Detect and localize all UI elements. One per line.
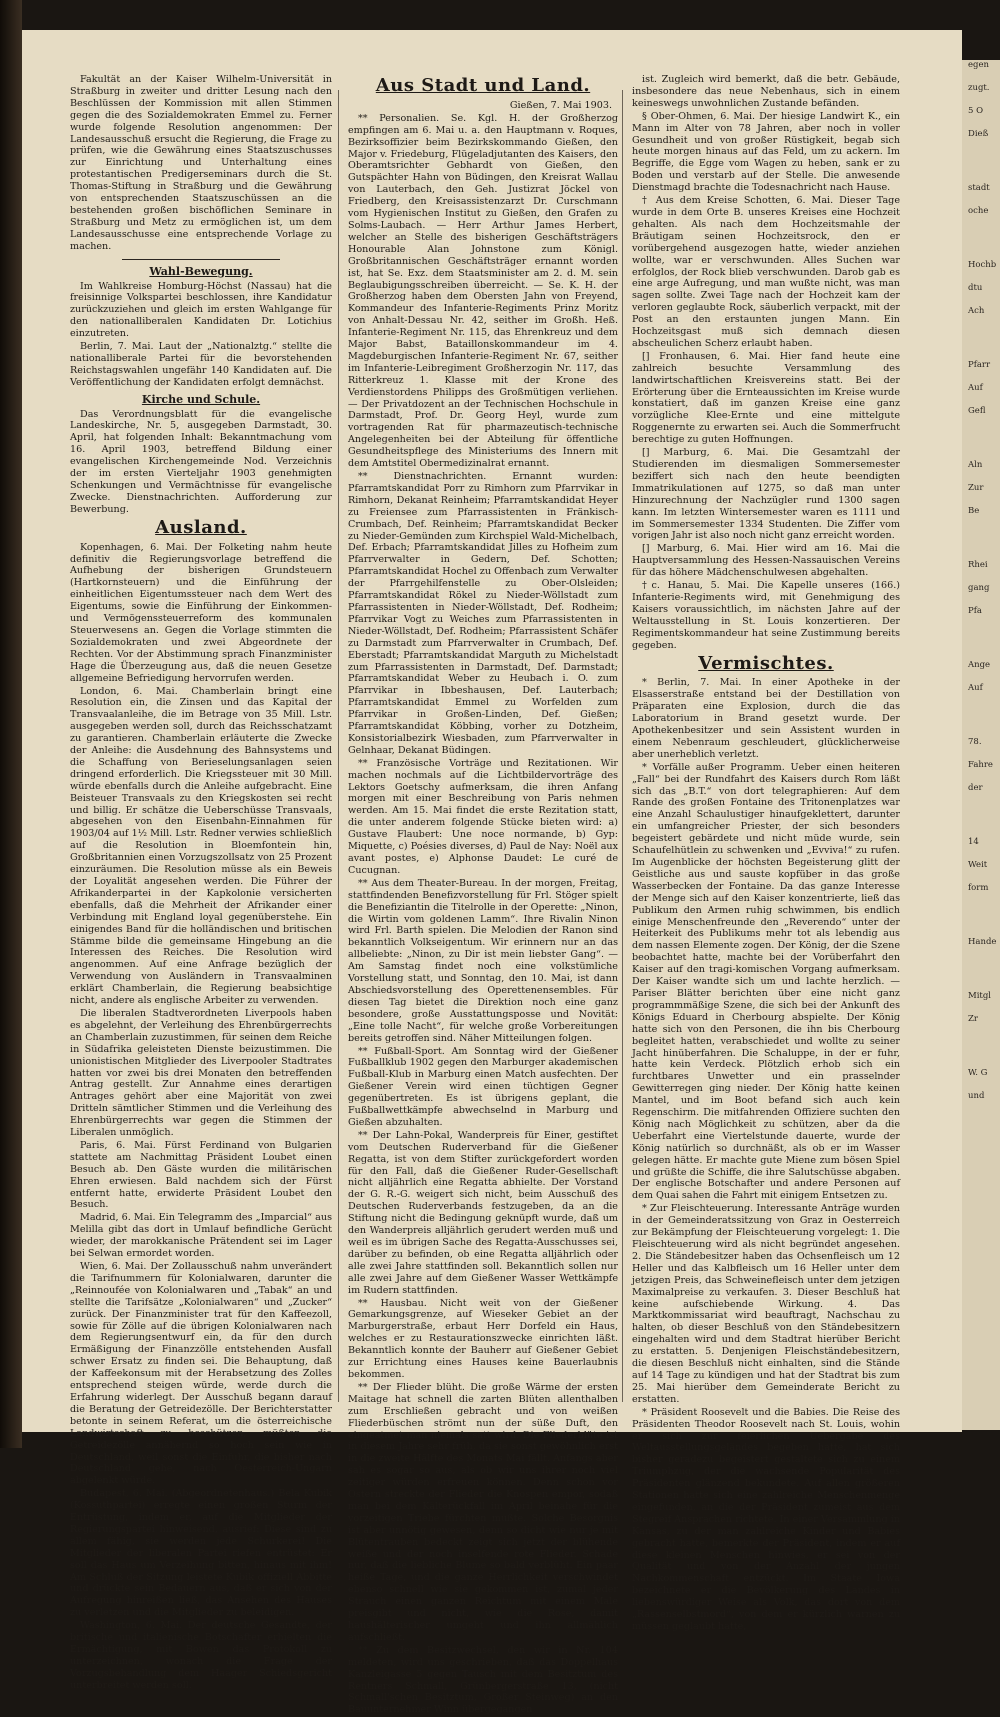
- article-paragraph: ** Zu dem Besitzwechsel, den wir in Nr. 104 meldeten, wird uns geschrieben, daß das Doppelhaus Kanzleigasse 5 gegen Tausch mit dem Besitztum des Rentners Schmall, Grünbergerstraße 13, (nicht Schmall'schen Besitztum, Großer Steinweg) an den Bauunternehmer Winn übergegangen: [348, 1644, 618, 1716]
- column-1: [70, 74, 332, 1693]
- edge-text-fragment: egen: [968, 60, 989, 70]
- article-paragraph: ** Personalien. Se. Kgl. H. der Großherzog empfingen am 6. Mai u. a. den Hauptmann v. Roques, Bezirksoffizier beim Bezirkskommando Gießen, den Major v. Friedeburg, Flügeladjutanten des Kaisers, den Oberamtsrichter Gebhardt von Gießen, den Gutspächter Hahn von Büdingen, den Kreisrat Wallau von Lauterbach, den Geh. Justizrat Jöckel von Friedberg, den Kreisassistenzarzt Dr. Curschmann vom Hygienischen Institut zu Gießen, den Grafen zu Solms-Laubach. — Herr Arthur James Herbert, welcher an Stelle des bisherigen Geschäftsträgers Honourable Alan Johnstone zum Königl. Großbritannischen Geschäftsträger ernannt worden ist, hat Se. Exz. dem Staatsminister am 2. d. M. sein Beglaubigungsschreiben überreicht. — Se. K. H. der Großherzog haben dem Obersten Jahn von Freyend, Kommandeur des Infanterie-Regiments Prinz Moritz von Anhalt-Dessau Nr. 42, seither im Großh. Heß. Infanterie-Regiment Nr. 115, das Ehrenkreuz und dem Major Babst, Bataillonskommandeur im 4. Magdeburgischen Infanterie-Regiment Nr. 67, seither im Infanterie-Leibregiment Großherzogin Nr. 117, das Ritterkreuz 1. Klasse mit der Krone des Verdienstordens Philipps des Großmütigen verliehen. — Der Privatdozent an der Technischen Hochschule in Darmstadt, Prof. Dr. Georg Heyl, wurde zum vortragenden Rat für pharmazeutisch-technische Angelegenheiten bei der Abteilung für öffentliche Gesundheitspflege des Ministeriums des Innern mit dem Amtstitel Obermedizinalrat ernannt.: [348, 112, 618, 470]
- edge-text-fragment: Pfa: [968, 606, 982, 616]
- dateline: Gießen, 7. Mai 1903.: [509, 99, 612, 111]
- edge-text-fragment: Rhei: [968, 560, 988, 570]
- article-paragraph: Berlin, 7. Mai. Laut der „Nationalztg.“ stellte die nationalliberale Partei für die bevorstehenden Reichstagswahlen ungefähr 140 Kandidaten auf. Die Veröffentlichung der Kandidaten erfolgt demnächst.: [70, 341, 332, 388]
- article-paragraph: Paris, 6. Mai. Fürst Ferdinand von Bulgarien stattete am Nachmittag Präsident Loubet einen Besuch ab. Den Gäste wurden die militärischen Ehren erwiesen. Bald nachdem sich der Fürst entfernt hatte, erwiderte Präsident Loubet den Besuch.: [70, 1139, 332, 1211]
- article-paragraph: ** Hausbau. Nicht weit von der Gießener Gemarkungsgrenze, auf Wieseker Gebiet an der Marburgerstraße, erbaut Herr Dorfeld ein Haus, welches er zu Restaurationszwecke einrichten läßt. Bekanntlich konnte der Bauherr auf Gießener Gebiet zur Errichtung eines Hauses keine Bauerlaubnis bekommen.: [348, 1297, 618, 1380]
- section-heading: Wahl-Bewegung.: [149, 264, 253, 278]
- edge-text-fragment: Auf: [968, 383, 983, 393]
- edge-text-fragment: [962, 706, 1000, 717]
- edge-text-fragment: und: [968, 1091, 985, 1101]
- article-paragraph: Im Wahlkreise Homburg-Höchst (Nassau) hat die freisinnige Volkspartei beschlossen, ihre Kandidatur zurückzuziehen und gleich im ersten Wahlgange für den nationalliberalen Kandidaten Dr. Lotichius einzutreten.: [70, 280, 332, 340]
- edge-text-fragment: 5 O: [968, 106, 984, 116]
- article-paragraph: Wien, 6. Mai. Der Zollausschuß nahm unverändert die Tarifnummern für Kolonialwaren, darunter die „Reinnoufée von Kolonialwaren und „Tabak“ an und stellte die Tarifsätze „Kolonialwaren“ und „Zucker“ zurück. Der Finanzminister trat für den Kaffeezoll, sowie für Zölle auf die übrigen Kolonialwaren nach dem Regierungsentwurf ein, da für den durch Ermäßigung der Finanzzölle entstehenden Ausfall schwer Ersatz zu finden sei. Die Behauptung, daß der Kaffeekonsum mit der Herabsetzung des Zolles entsprechend steigen würde, werde durch die Erfahrung widerlegt. Der Ausschuß begann darauf die Beratung der Getreidezölle. Der Berichterstatter betonte in seinem Referat, um die österreichische Landwirtschaft zu beschützen, müßten die Getreidezölle annähernd so hoch sein wie in Deutschland, weil sonst die Einfuhr, die bisher nach Deutschland gehe, nach Oesterreich-Ungarn abgelenkt würde.: [70, 1261, 332, 1487]
- section-heading: Kirche und Schule.: [141, 392, 261, 406]
- column-3: [632, 74, 900, 1634]
- article-paragraph: [] Marburg, 6. Mai. Hier wird am 16. Mai die Hauptversammlung des Hessen-Nassauischen Vereins für das höhere Mädchenschulwesen abgehalten.: [632, 543, 900, 579]
- article-paragraph: † Aus dem Kreise Schotten, 6. Mai. Dieser Tage wurde in dem Orte B. unseres Kreises eine Hochzeit gehalten. Als nach dem Hochzeitsmahle der Bräutigam seinen Hochzeitsrock, den er vorübergehend ausgezogen hatte, wieder anziehen wollte, war er verschwunden. Alles Suchen war erfolglos, der Rock blieb verschwunden. Darob gab es eine arge Aufregung, und man wußte nicht, was man sagen sollte. Zwei Tage nach der Hochzeit kam der verloren geglaubte Rock, säuberlich verpackt, mit der Post an den erstaunten jungen Mann. Ein Hochzeitsgast muß sich demnach diesen abscheulichen Scherz erlaubt haben.: [632, 195, 900, 349]
- article-paragraph: Das Verordnungsblatt für die evangelische Landeskirche, Nr. 5, ausgegeben Darmstadt, 30. April, hat folgenden Inhalt: Bekanntmachung vom 16. April 1903, betreffend Bildung einer evangelischen Kirchengemeinde Nod. Verzeichnis der im ersten Vierteljahr 1903 genehmigten Schenkungen und Vermächtnisse für evangelische Zwecke. Dienstnachrichten. Aufforderung zur Bewerbung.: [70, 408, 332, 515]
- edge-text-fragment: der: [968, 783, 983, 793]
- edge-text-fragment: Ach: [968, 306, 985, 316]
- edge-text-fragment: [962, 229, 1000, 240]
- article-paragraph: ist. Zugleich wird bemerkt, daß die betr. Gebäude, insbesondere das neue Nebenhaus, sich in einem keineswegs unwohnlichen Zustande befänden.: [632, 74, 900, 109]
- column-rule: [338, 90, 339, 1402]
- column-rule: [622, 90, 623, 1402]
- edge-text-fragment: Gefl: [968, 406, 986, 416]
- edge-text-fragment: W. G: [968, 1068, 988, 1078]
- edge-text-fragment: Mitgl: [968, 991, 991, 1001]
- adjacent-page-edge: [962, 60, 1000, 1430]
- edge-text-fragment: 14: [968, 837, 979, 847]
- article-paragraph: ** Französische Vorträge und Rezitationen. Wir machen nochmals auf die Lichtbildervorträge des Lektors Goetschy aufmerksam, die ihren Anfang morgen mit einer Beschreibung von Paris nehmen werden. Am 15. Mai findet die erste Rezitation statt, die unter anderem folgende Stücke bieten wird: a) Gustave Flaubert: Une noce normande, b) Gyp: Miquette, c) Poésies diverses, d) Paul de Nay: Noël aux avant postes, e) Alphonse Daudet: Le curé de Cucugnan.: [348, 757, 618, 876]
- edge-text-fragment: Be: [968, 506, 980, 516]
- edge-text-fragment: [962, 629, 1000, 640]
- article-paragraph: * Berlin, 7. Mai. In einer Apotheke in der Elsasserstraße entstand bei der Destillation von Präparaten eine Explosion, durch die das Laboratorium in Brand gesetzt wurde. Der Apothekenbesitzer und sein Assistent wurden in einem Nebenraum geschleudert, glücklicherweise aber unerheblich verletzt.: [632, 677, 900, 760]
- edge-text-fragment: [962, 329, 1000, 340]
- article-paragraph: ** Dienstnachrichten. Ernannt wurden: Pfarramtskandidat Porr zu Rimhorn zum Pfarrvikar in Rimhorn, Dekanat Reinheim; Pfarramtskandidat Heyer zu Freiensee zum Pfarrassistenten in Fränkisch-Crumbach, Def. Reinheim; Pfarramtskandidat Becker zu Nieder-Gemünden zum Kirchspiel Wald-Michelbach, Def. Erbach; Pfarramtskandidat Jilles zu Hofheim zum Pfarrverwalter in Gedern, Def. Schotten; Pfarramtskandidat Hochel zu Offenbach zum Verwalter der Pfarrgehilfenstelle zu Ober-Olsleiden; Pfarramtskandidat Rökel zu Nieder-Wöllstadt zum Pfarrassistenten in Nieder-Wöllstadt, Def. Rodheim; Pfarrvikar Vogt zu Weiches zum Pfarrassistenten in Nieder-Wöllstadt, Def. Rodheim; Pfarrassistent Schäfer zu Darmstadt zum Pfarrverwalter in Crumbach, Def. Eberstadt; Pfarramtskandidat Marguth zu Michelstadt zum Pfarrassistenten in Darmstadt, Def. Darmstadt; Pfarramtskandidat Weber zu Heubach i. O. zum Pfarrvikar in Ibbeshausen, Def. Lauterbach; Pfarramtskandidat Emmel zu Worfelden zum Pfarrvikar in Großen-Linden, Def. Gießen; Pfarramtskandidat Köbbing, vorher zu Dotzheim, Konsistorialbezirk Wiesbaden, zum Pfarrverwalter in Gelnhaar, Dekanat Büdingen.: [348, 471, 618, 756]
- article-paragraph: § Ober-Ohmen, 6. Mai. Der hiesige Landwirt K., ein Mann im Alter von 78 Jahren, aber noch in voller Gesundheit und von großer Rüstigkeit, begab sich heute morgen hinaus auf das Feld, um zu ackern. Im Begriffe, die Egge vom Wagen zu heben, sank er zu Boden und verstarb auf der Stelle. Die anwesende Dienstmagd brachte die Todesnachricht nach Hause.: [632, 110, 900, 194]
- edge-text-fragment: stadt: [968, 183, 990, 193]
- article-paragraph: Die liberalen Stadtverordneten Liverpools haben es abgelehnt, der Verleihung des Ehrenbürgerrechts an Chamberlain zuzustimmen, für seinen dem Reiche in Südafrika geleisteten Dienste beizustimmen. Die unionistischen Mitglieder des Liverpooler Stadtrates hatten vor zwei bis drei Monaten den betreffenden Antrag gestellt. Zur Annahme eines derartigen Antrages gehört aber eine Majorität von zwei Dritteln sämtlicher Stimmen und die Verleihung des Ehrenbürgerrechts war gegen die Stimmen der Liberalen unmöglich.: [70, 1007, 332, 1139]
- article-paragraph: Kopenhagen, 6. Mai. Der Folketing nahm heute definitiv die Regierungsvorlage betreffend die Aufhebung der bisherigen Grundsteuern (Hartkornsteuern) und die Einführung der einheitlichen Eigentumssteuer nach dem Wert des Eigentums, sowie die Einführung der Einkommen- und Vermögenssteuerreform des kommunalen Steuerwesens an. Gegen die Vorlage stimmten die Sozialdemokraten und zwei Abgeordnete der Rechten. Vor der Abstimmung sprach Finanzminister Hage die Überzeugung aus, daß die neuen Gesetze allgemeine Befriedigung hervorrufen werden.: [70, 541, 332, 684]
- column-2: [348, 74, 618, 1717]
- edge-text-fragment: [962, 429, 1000, 440]
- edge-text-fragment: Fahre: [968, 760, 993, 770]
- edge-text-fragment: Weit: [968, 860, 988, 870]
- edge-text-fragment: 78.: [968, 737, 982, 747]
- edge-text-fragment: form: [968, 883, 989, 893]
- article-paragraph: Washington, 6. Mai. Der deutsche Gesandte, der britische und italienische Botschafter erhielten die Ermächtigung, mit Bowen das Protokoll zu unterzeichnen, wonach die Frage der Vorzugsbehandlung dem Haager Schiedsgericht unterbreitet werden soll.: [70, 1620, 332, 1691]
- book-binding: [0, 0, 22, 1448]
- article-paragraph: * Präsident Roosevelt und die Babies. Die Reise des Präsidenten Theodor Roosevelt nach St. Louis, wohin er sich zur feierlichen Uebergabe des Weltausstellungsgeländes begeben hatte, hat sich bisher geradezu begeistert gestaltete sich zu einem Triumphzug, der die wachsende Popularität des Präsidenten glänzend bekundete. Auf allen größeren Stationen hatte sich eine zahlreiche Menschenmenge eingefunden, an die der Präsident zumeist aus dem Stegreif Ansprachen richtete. In einer Versammlung in Kansas, zu der man zahlreiche Kinder und Babies gebracht hatte, bemerkte der Präsident, indem er auf diese kleinen Menschen hinwies, er sei von der Qualität und von der Anzahl der jungen Nachkommenschaft entzückt. Im Staate Iowa bezeichnete er die Bevölkerung des Landes in liebenswürdiger Weise als Volk, das dort von dem „Rassenselbstmord“, von dem er kürzlich warnen zu müssen geglaubt hatte,: [632, 1406, 900, 1632]
- newspaper-page: [22, 30, 962, 1716]
- edge-text-fragment: Hande: [968, 937, 997, 947]
- article-paragraph: [] Marburg, 6. Mai. Die Gesamtzahl der Studierenden im diesmaligen Sommersemester beziffert sich nach den heute beendigten Immatrikulationen auf 1275, so daß man unter Hinzurechnung der Nachzügler rund 1300 sagen kann. Im letzten Wintersemester waren es 1111 und im Sommersemester 1334 Studenten. Die Ziffer vom vorigen Jahr ist also noch nicht ganz erreicht worden.: [632, 447, 900, 542]
- edge-text-fragment: Zr: [968, 1014, 978, 1024]
- edge-text-fragment: [962, 1037, 1000, 1048]
- article-paragraph: ** Der Flieder blüht. Die große Wärme der ersten Maitage hat schnell die zarten Blüten allenthalben zum Erschließen gebracht und von weißen Fliederbüschen strömt nun der süße Duft, den eingeatmet man niemals satt wird. Die Fliederblüte ist in diesem Jahre sehr früh, da sie sonst gewöhnlich erst in die zweite Hälfte des Monats Mai fällt. Anfangs aber sah es sogar so aus, als ob wir uns ihrer noch viel zeitiger würden erfreuen können. Denn schon vor Ostern streckte der Flieder die Knospen empor, sodaß man bei dem Kälterückfall im April beinahe für die vorzeitigen Triebe fürchten mußte. Solche Besorgnis ist aber unnötig gewesen, denn so dicht wie nur je mit Blütentrauben bedeckt zeigt sich jetzt der blühende weiße und der noch inselfende rote Flieder. Schade nur, daß die liebliche Blume so bald verblüht. Ein paar heiße Tage, und die ganze Herrlichkeit verschwindet ebenso schnell wie sie gekommen ist, zumal jeder Strauch einen ganzen Reichtum mit einem Male preisgibt und nicht, wie die Rose, damit haushälterischer umgeht und ihn allmählich aufschließt.: [348, 1381, 618, 1643]
- edge-text-fragment: Ange: [968, 660, 991, 670]
- article-paragraph: London, 6. Mai. Chamberlain bringt eine Resolution ein, die Zinsen und das Kapital der Transvaalanleihe, die im Betrage von 35 Mill. Lstr. ausgegeben werden soll, durch das Reichsschatzamt zu garantieren. Chamberlain erläuterte die Zwecke der Anleihe: die Ausdehnung des Bahnsystems und die Schaffung von Berieselungsanlagen seien dringend erforderlich. Die Kriegssteuer mit 30 Mill. würde ebenfalls durch die Anleihe aufgebracht. Eine Beisteuer Transvaals zu den Kriegskosten sei recht und billig. Er schätze die Ueberschüsse Transvaals, abgesehen von den Eisenbahn-Einnahmen für 1903/04 auf 1½ Mill. Lstr. Redner verwies schließlich auf die Resolution in Bloemfontein hin, Großbritannien einen Vorzugszollsatz von 25 Prozent einzuräumen. Die Resolution müsse als ein Beweis der Loyalität angesehen werden. Die Führer der Afrikanderpartei in der Kapkolonie versicherten ebenfalls, daß die Mehrheit der Afrikander einer Verbindung mit England loyal gegenüberstehe. Ein einigendes Band für die holländischen und britischen Stämme bilde die gemeinsame Hingebung an die Interessen des Reiches. Die Resolution wird angenommen. Auf eine Anfrage bezüglich der Verwendung von Ausländern in Transvaalminen erklärt Chamberlain, die Regierung beabsichtige nicht, andere als englische Arbeiter zu verwenden.: [70, 685, 332, 1007]
- article-paragraph: * Zur Fleischteuerung. Interessante Anträge wurden in der Gemeinderatssitzung von Graz in Oesterreich zur Bekämpfung der Fleischteuerung vorgelegt: 1. Die Fleischteuerung wird als nicht begründet angesehen. 2. Die Ständebesitzer haben das Ochsenfleisch um 12 Heller und das Kalbfleisch um 16 Heller unter dem jetzigen Preis, das Schweinefleisch unter dem jetzigen Maximalpreise zu verkaufen. 3. Dieser Beschluß hat keine aufschiebende Wirkung. 4. Das Marktkommissariat wird beauftragt, Nachschau zu halten, ob dieser Beschluß von den Ständebesitzern eingehalten wird und dem Stadtrat hierüber Bericht zu erstatten. 5. Denjenigen Fleischständebesitzern, die diesen Beschluß nicht einhalten, sind die Stände auf 14 Tage zu kündigen und hat der Stadtrat bis zum 25. Mai hierüber dem Gemeinderate Bericht zu erstatten.: [632, 1203, 900, 1405]
- edge-text-fragment: [962, 960, 1000, 971]
- article-paragraph: †c. Hanau, 5. Mai. Die Kapelle unseres (166.) Infanterie-Regiments wird, mit Genehmigung des Kaisers voraussichtlich, im nächsten Jahre auf der Weltausstellung in St. Louis konzertieren. Der Regimentskommandeur hat seine Zustimmung bereits gegeben.: [632, 580, 900, 651]
- article-paragraph: ** Der Lahn-Pokal, Wanderpreis für Einer, gestiftet vom Deutschen Ruderverband für die Gießener Regatta, ist von dem Stifter zurückgefordert worden für den Fall, daß die Gießener Ruder-Gesellschaft nicht alljährlich eine Regatta abhielte. Der Vorstand der G. R.-G. weigert sich nicht, beim Ausschuß des Deutschen Ruderverbands festzugeben, da an die Stiftung nicht die Bedingung geknüpft wurde, daß um den Wanderpreis alljährlich gerudert werden muß und weil es im übrigen Sache des Regatta-Ausschusses sei, darüber zu befinden, ob eine Regatta alljährlich oder alle zwei Jahre stattfinden soll. Bekanntlich sollen nur alle zwei Jahre auf dem Gießener Wasser Wettkämpfe im Rudern stattfinden.: [348, 1129, 618, 1296]
- edge-text-fragment: Hochb: [968, 260, 997, 270]
- edge-text-fragment: [962, 906, 1000, 917]
- edge-text-fragment: Dieß: [968, 129, 989, 139]
- article-paragraph: ** Aus dem Theater-Bureau. In der morgen, Freitag, stattfindenden Benefizvorstellung für Frl. Stöger spielt die Benefiziantin die Titelrolle in der Operette: „Ninon, die Wirtin vom goldenen Lamm“. Ihre Rivalin Ninon wird Frl. Barth spielen. Die Melodien der Ranon sind bekanntlich Volkseigentum. Wir erinnern nur an das allbeliebte: „Ninon, zu Dir ist mein liebster Gang“. — Am Samstag findet noch eine volkstümliche Vorstellung statt, und Sonntag, den 10. Mai, ist dann Abschiedsvorstellung des Operettenensembles. Für diesen Tag bietet die Direktion noch eine ganz besondere, große Ausstattungsposse und Novität: „Eine tolle Nacht“, für welche große Vorbereitungen bereits getroffen sind. Näher Mitteilungen folgen.: [348, 877, 618, 1044]
- section-heading: Ausland.: [155, 516, 247, 538]
- edge-text-fragment: [962, 806, 1000, 817]
- section-heading: Vermischtes.: [698, 652, 834, 674]
- edge-text-fragment: [962, 529, 1000, 540]
- article-paragraph: Fakultät an der Kaiser Wilhelm-Universität in Straßburg in zweiter und dritter Lesung nach den Beschlüssen der Kommission mit allen Stimmen gegen die des Sozialdemokraten Emmel zu. Ferner wurde folgende Resolution angenommen: Der Landesausschuß ersucht die Regierung, die Frage zu prüfen, wie die Gewährung eines Staatszuschusses zur Einrichtung und Unterhaltung eines protestantischen Predigerseminars durch die St. Thomas-Stiftung in Straßburg und die Gewährung von entsprechenden Staatszuschüssen an die bestehenden großen bischöflichen Seminare in Straßburg und Metz zu ermöglichen ist, um dem Landesausschusse eine entsprechende Vorlage zu machen.: [70, 74, 332, 252]
- edge-text-fragment: zugt.: [968, 83, 990, 93]
- article-paragraph: Budapest, 6. Mai. (Abgeordnetenhaus.) Bela Kubik (Kossuthpartei) erregte einen großen Sturm der Entrüstung, indem er, auf die Mitglieder der Regierungspartei hinweisend, ausrief: Diese sind zu allem fähig, sie werden jede Schurkerei! Die Mitglieder der liberalen Partei riefen entrüstet: Er soll das Haus um Verzeihung bitten, hinaus mit ihm! Am Schluß der Sitzung leistete Kubik offiziell Abbitte und drückte sein Bedauern aus, daß er sich von der Aufregung hinreißen ließ, das Ansehen des Hauses zu verletzen und die Mitglieder zu beleidigen.: [70, 1488, 332, 1619]
- separator-rule: [122, 259, 279, 260]
- section-heading: Aus Stadt und Land.: [375, 75, 591, 96]
- edge-text-fragment: Zur: [968, 483, 984, 493]
- edge-text-fragment: oche: [968, 206, 989, 216]
- edge-text-fragment: Auf: [968, 683, 983, 693]
- article-paragraph: * Vorfälle außer Programm. Ueber einen heiteren „Fall“ bei der Rundfahrt des Kaisers durch Rom läßt sich das „B.T.“ von dort telegraphieren: Auf dem Rande des großen Fontaine des Tritonenplatzes war eine Anzahl Schaulustiger hinaufgeklettert, darunter ein umfangreicher Priester, der sich besonders begeistert gebärdete und nicht müde wurde, sein Schaufelhütlein zu schwenken und „Evviva!“ zu rufen. Im Augenblicke der höchsten Begeisterung glitt der Geistliche aus und sauste kopfüber in das große Wasserbecken der Fontaine. Da das ganze Interesse der Menge sich auf den Kaiser konzentrierte, ließ das Publikum den Armen ruhig schwimmen, bis endlich einige Menschenfreunde den „Reverendo“ unter der Heiterkeit des Publikums mehr tot als lebendig aus dem nassen Elemente zogen. Der König, der die Szene beobachtet hatte, machte bei der Vorüberfahrt den Kaiser auf den tragi-komischen Vorgang aufmerksam. Der Kaiser wandte sich um und lachte herzlich. — Pariser Blätter berichten über eine nicht ganz programmmäßige Szene, die sich bei der Ankunft des Königs Eduard in Cherbourg abspielte. Der König hatte sich von den Personen, die ihn bis Cherbourg begleitet hatten, verabschiedet und wollte zu seiner Jacht hinüberfahren. Die Schaluppe, in der er fuhr, hatte kein Verdeck. Plötzlich erhob sich ein furchtbares Unwetter und ein prasselnder Gewitterregen ging nieder. Der König hatte keinen Mantel, und im Boot befand sich auch kein Regenschirm. Die mitfahrenden Offiziere suchten den König nach Möglichkeit zu schützen, aber da die Ueberfahrt eine Viertelstunde dauerte, wurde der König natürlich so durchnäßt, als ob er im Wasser gelegen hätte. Er machte gute Miene zum bösen Spiel und grüßte die Schiffe, die ihre Salutschüsse abgaben. Der englische Botschafter und andere Personen auf dem Quai sahen die Fahrt mit einigem Entsetzen zu.: [632, 761, 900, 1202]
- edge-text-fragment: Aln: [968, 460, 983, 470]
- edge-text-fragment: gang: [968, 583, 990, 593]
- article-paragraph: Madrid, 6. Mai. Ein Telegramm des „Imparcial“ aus Melilla gibt das dort in Umlauf befindliche Gerücht wieder, der marokkanische Prätendent sei im Lager bei Selwan ermordet worden.: [70, 1212, 332, 1260]
- article-paragraph: [] Fronhausen, 6. Mai. Hier fand heute eine zahlreich besuchte Versammlung des landwirtschaftlichen Kreisvereins statt. Bei der Erörterung über die Ernteaussichten im Kreise wurde konstatiert, daß im ganzen Kreise eine ganz vorzügliche Klee-Ernte und eine mittelgute Roggenernte zu erwarten sei. Auch die Sommerfrucht berechtige zu guten Hoffnungen.: [632, 350, 900, 446]
- article-paragraph: ** Fußball-Sport. Am Sonntag wird der Gießener Fußballklub 1902 gegen den Marburger akademischen Fußball-Klub in Marburg einen Match ausfechten. Der Gießener Verein wird einen tüchtigen Gegner gegenübertreten. Es ist übrigens geplant, die Fußballwettkämpfe abwechselnd in Marburg und Gießen abzuhalten.: [348, 1045, 618, 1128]
- edge-text-fragment: dtu: [968, 283, 983, 293]
- edge-text-fragment: [962, 152, 1000, 163]
- edge-text-fragment: Pfarr: [968, 360, 991, 370]
